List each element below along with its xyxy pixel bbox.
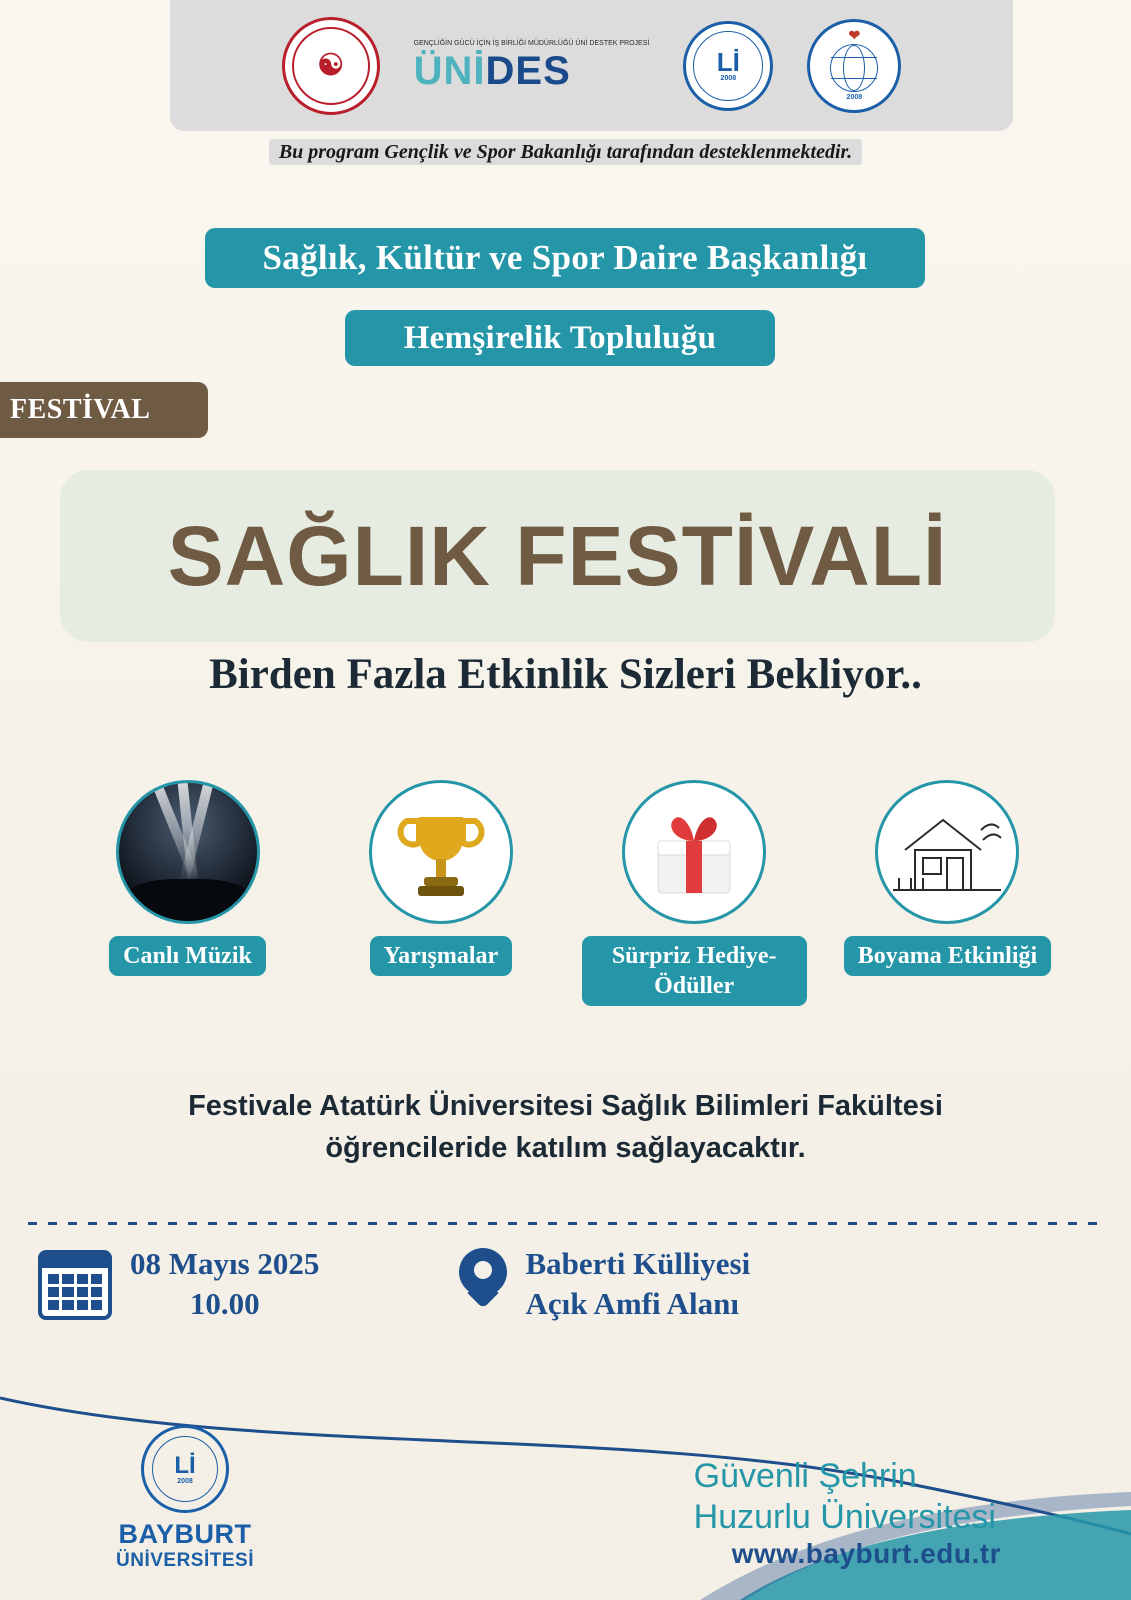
- gift-icon: [622, 780, 766, 924]
- footer-university-logo: [95, 1425, 275, 1572]
- event-place-line1: Baberti Külliyesi: [525, 1246, 751, 1281]
- participation-note-line1: Festivale Atatürk Üniversitesi Sağlık Bilimleri Fakültesi: [188, 1090, 943, 1122]
- unides-subtext: GENÇLİĞİN GÜCÜ İÇİN İŞ BİRLİĞİ MÜDÜRLÜĞÜ ÜNİ DESTEK PROJESİ: [413, 40, 650, 48]
- footer-slogan-line2: Huzurlu Üniversitesi: [693, 1498, 996, 1537]
- feature-item-contests: [328, 780, 553, 1006]
- footer-university-name: BAYBURT: [118, 1519, 252, 1549]
- footer-university-subname: ÜNİVERSİTESİ: [116, 1550, 254, 1571]
- event-date: 08 Mayıs 2025: [130, 1246, 320, 1281]
- bayburt-university-logo: [683, 21, 773, 111]
- footer-slogan-line1: Güvenli Şehrin: [693, 1457, 917, 1496]
- feature-label-gifts: Sürpriz Hediye-Ödüller: [582, 936, 807, 1006]
- support-statement: [0, 141, 1131, 164]
- paint-house-icon: [875, 780, 1019, 924]
- event-place-line2: Açık Amfi Alanı: [525, 1285, 740, 1321]
- participation-note-line2: öğrencileride katılım sağlayacaktır.: [325, 1132, 806, 1165]
- participation-note: [0, 1085, 1131, 1169]
- unides-logo: [414, 40, 650, 91]
- gsb-logo: [282, 17, 380, 115]
- sponsor-logo-band: [170, 0, 1013, 131]
- page-subtitle: Birden Fazla Etkinlik Sizleri Bekliyor..: [209, 651, 922, 698]
- footer-slogan: [694, 1456, 996, 1538]
- organizer-community-banner: Hemşirelik Topluluğu: [345, 310, 775, 366]
- feature-list: [75, 780, 1060, 1006]
- footer-seal-icon: [141, 1425, 229, 1513]
- bayburt-seal-mark: Lİ: [716, 47, 740, 77]
- feature-item-painting: [835, 780, 1060, 1006]
- student-community-seal-icon: [807, 19, 901, 113]
- trophy-icon: [369, 780, 513, 924]
- student-community-seal-year: 2008: [846, 93, 863, 101]
- festival-category-tag: FESTİVAL: [0, 382, 208, 438]
- feature-item-gifts: [582, 780, 807, 1006]
- support-statement-text: Bu program Gençlik ve Spor Bakanlığı tarafından desteklenmektedir.: [269, 139, 862, 165]
- dotted-divider: [28, 1222, 1103, 1225]
- feature-item-music: [75, 780, 300, 1006]
- page-title: SAĞLIK FESTİVALİ: [167, 508, 948, 603]
- feature-label-painting: Boyama Etkinliği: [844, 936, 1051, 976]
- feature-label-contests: Yarışmalar: [370, 936, 513, 976]
- heart-icon: ❤: [848, 27, 861, 44]
- bayburt-seal-year: 2008: [720, 75, 737, 82]
- footer-website-url[interactable]: www.bayburt.edu.tr: [731, 1538, 1001, 1569]
- location-pin-icon: [459, 1248, 507, 1310]
- concert-icon: [116, 780, 260, 924]
- event-time: 10.00: [189, 1285, 260, 1321]
- unides-des-text: DES: [485, 48, 571, 93]
- footer-seal-year: 2008: [177, 1477, 193, 1485]
- gsb-seal-icon: ☯: [282, 17, 380, 115]
- organizer-unit-banner: Sağlık, Kültür ve Spor Daire Başkanlığı: [205, 228, 925, 288]
- globe-icon: [830, 44, 878, 92]
- student-community-logo: [807, 19, 901, 113]
- unides-uni-text: ÜNİ: [413, 48, 486, 93]
- feature-label-music: Canlı Müzik: [109, 936, 266, 976]
- footer-seal-mark: Lİ: [174, 1451, 196, 1479]
- bayburt-seal-icon: [683, 21, 773, 111]
